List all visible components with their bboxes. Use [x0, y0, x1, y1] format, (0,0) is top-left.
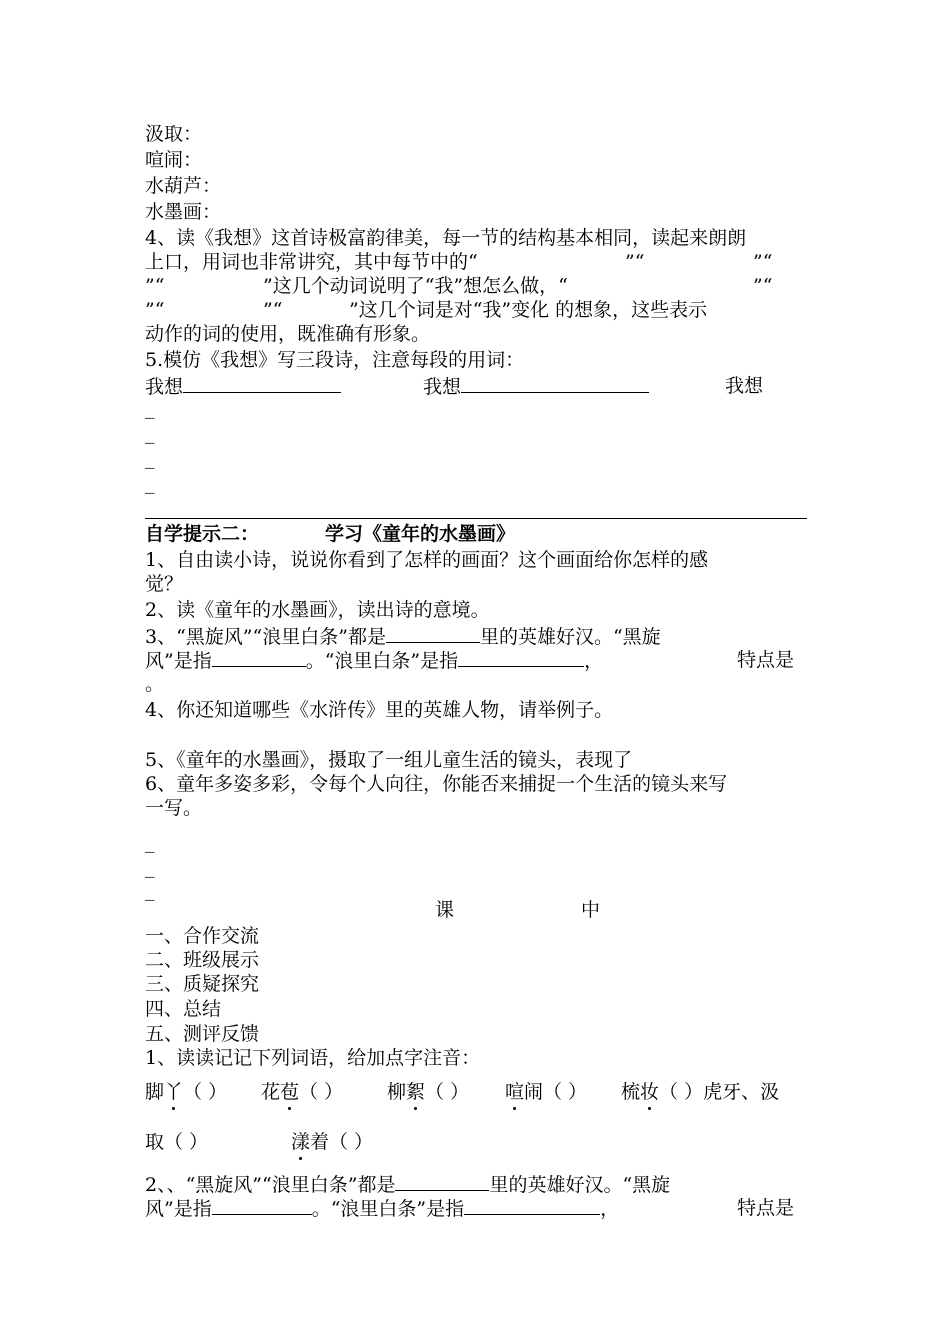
section-label: 自学提示二： [145, 523, 260, 545]
q5-word: 我想 [725, 375, 764, 397]
s2-text: 3、“黑旋风”“浪里白条”都是 [145, 626, 386, 648]
vocab-item: 喧闹： [145, 149, 203, 171]
pinyin-blank[interactable]: （ ） [299, 1081, 344, 1103]
dotted-char: 苞 [280, 1081, 300, 1103]
q4-text: 上口，用词也非常讲究，其中每节中的“ [145, 251, 478, 273]
review-text: 特点是 [737, 1197, 795, 1219]
answer-line-stub: _ [145, 879, 155, 901]
s2-line [145, 624, 807, 649]
q4-quote: ”“ [753, 251, 773, 273]
answer-blank[interactable] [461, 374, 649, 393]
answer-blank[interactable] [395, 1172, 489, 1191]
section-subject: 学习《童年的水墨画》 [325, 523, 516, 545]
step-item: 三、质疑探究 [145, 973, 260, 995]
dotted-char: 喧 [505, 1081, 525, 1103]
pinyin-blank[interactable]: 着（ ） [310, 1131, 374, 1153]
q4-quote: ”“ [753, 275, 773, 297]
step-item: 五、测评反馈 [145, 1023, 260, 1045]
class-title-char: 课 [435, 899, 455, 921]
vocab-item: 水葫芦： [145, 175, 222, 197]
section-title [145, 522, 807, 546]
s2-line [145, 648, 807, 673]
q5-word: 我想 [423, 376, 462, 398]
review-text: 里的英雄好汉。“黑旋 [489, 1174, 671, 1196]
s2-text: 。“浪里白条”是指 [305, 650, 459, 672]
pinyin-char: 梳 [621, 1081, 641, 1103]
review-text: 。“浪里白条”是指 [311, 1198, 465, 1220]
vocab-item: 水墨画： [145, 201, 222, 223]
q5-blanks [145, 374, 807, 399]
answer-line-stub: _ [145, 422, 155, 444]
s2-line: 觉？ [145, 573, 184, 595]
q5-prompt: 5.模仿《我想》写三段诗，注意每段的用词： [145, 349, 525, 371]
review-text: ， [600, 1198, 620, 1220]
pinyin-row [145, 1130, 807, 1154]
review-line [145, 1196, 807, 1221]
step-item: 二、班级展示 [145, 949, 260, 971]
pinyin-blank[interactable]: （ ） [183, 1081, 228, 1103]
s2-line: 1、自由读小诗，说说你看到了怎样的画面？这个画面给你怎样的感 [145, 549, 709, 571]
review-text: 风”是指 [145, 1198, 212, 1220]
pinyin-item [291, 1130, 373, 1154]
s2-text: ， [584, 650, 604, 672]
q4-line: 动作的词的使用，既准确有形象。 [145, 323, 431, 345]
pinyin-item [387, 1080, 469, 1104]
answer-line-stub: _ [145, 397, 155, 419]
s2-line: 6、童年多姿多彩，令每个人向往，你能否来捕捉一个生活的镜头来写 [145, 773, 728, 795]
pinyin-blank[interactable]: （ ） [425, 1081, 470, 1103]
dotted-char: 妆 [640, 1081, 660, 1103]
s2-line: 5、《童年的水墨画》，摄取了一组儿童生活的镜头，表现了 [145, 749, 633, 771]
answer-blank[interactable] [212, 1196, 312, 1215]
pinyin-blank[interactable]: （ ）虎牙、汲 [659, 1081, 780, 1103]
s2-text: 特点是 [737, 649, 795, 671]
answer-blank[interactable] [212, 648, 306, 667]
answer-line-stub: _ [145, 831, 155, 853]
step-item: 一、合作交流 [145, 925, 260, 947]
q4-quote: ”“ [145, 299, 165, 321]
q4-line [145, 274, 807, 298]
answer-line-stub: _ [145, 472, 155, 494]
review-line [145, 1172, 807, 1197]
answer-blank[interactable] [386, 624, 480, 643]
answer-blank[interactable] [464, 1196, 600, 1215]
pinyin-item: 取（ ） [145, 1131, 209, 1153]
dotted-char: 漾 [291, 1131, 311, 1153]
q4-text: ”这几个词是对“我”变化 的想象，这些表示 [349, 299, 708, 321]
pinyin-item [621, 1080, 779, 1104]
q5-group [423, 374, 649, 399]
step-item: 四、总结 [145, 998, 222, 1020]
q4-quote: ”“ [145, 275, 165, 297]
q4-text: ”这几个动词说明了“我”想怎么做，“ [263, 275, 568, 297]
q4-line [145, 250, 807, 274]
pinyin-char: 脚 [145, 1081, 165, 1103]
dotted-char: 丫 [164, 1081, 184, 1103]
answer-blank[interactable] [183, 374, 341, 393]
pinyin-prompt: 1、读读记记下列词语，给加点字注音： [145, 1047, 481, 1069]
q4-quote: ”“ [625, 251, 645, 273]
q5-word: 我想 [145, 376, 184, 398]
s2-line: 2、读《童年的水墨画》，读出诗的意境。 [145, 599, 490, 621]
vocab-item: 汲取： [145, 123, 203, 145]
section-divider [145, 518, 807, 519]
pinyin-char: 花 [261, 1081, 281, 1103]
pinyin-char: 柳 [387, 1081, 407, 1103]
answer-line-stub: _ [145, 856, 155, 878]
s2-line: 一写。 [145, 797, 203, 819]
pinyin-item [261, 1080, 343, 1104]
answer-blank[interactable] [458, 648, 584, 667]
answer-line-stub: _ [145, 447, 155, 469]
class-title-char: 中 [581, 899, 601, 921]
s2-line: 4、你还知道哪些《水浒传》里的英雄人物，请举例子。 [145, 699, 614, 721]
s2-line: 。 [145, 673, 165, 695]
q4-line [145, 298, 807, 322]
s2-text: 里的英雄好汉。“黑旋 [479, 626, 661, 648]
review-text: 2、、“黑旋风”“浪里白条”都是 [145, 1174, 396, 1196]
pinyin-item [505, 1080, 587, 1104]
dotted-char: 絮 [406, 1081, 426, 1103]
q4-line: 4、读《我想》这首诗极富韵律美，每一节的结构基本相同，读起来朗朗 [145, 227, 747, 249]
pinyin-item [145, 1080, 227, 1104]
s2-text: 风”是指 [145, 650, 212, 672]
q4-quote: ”“ [263, 299, 283, 321]
pinyin-blank[interactable]: 闹（ ） [524, 1081, 588, 1103]
